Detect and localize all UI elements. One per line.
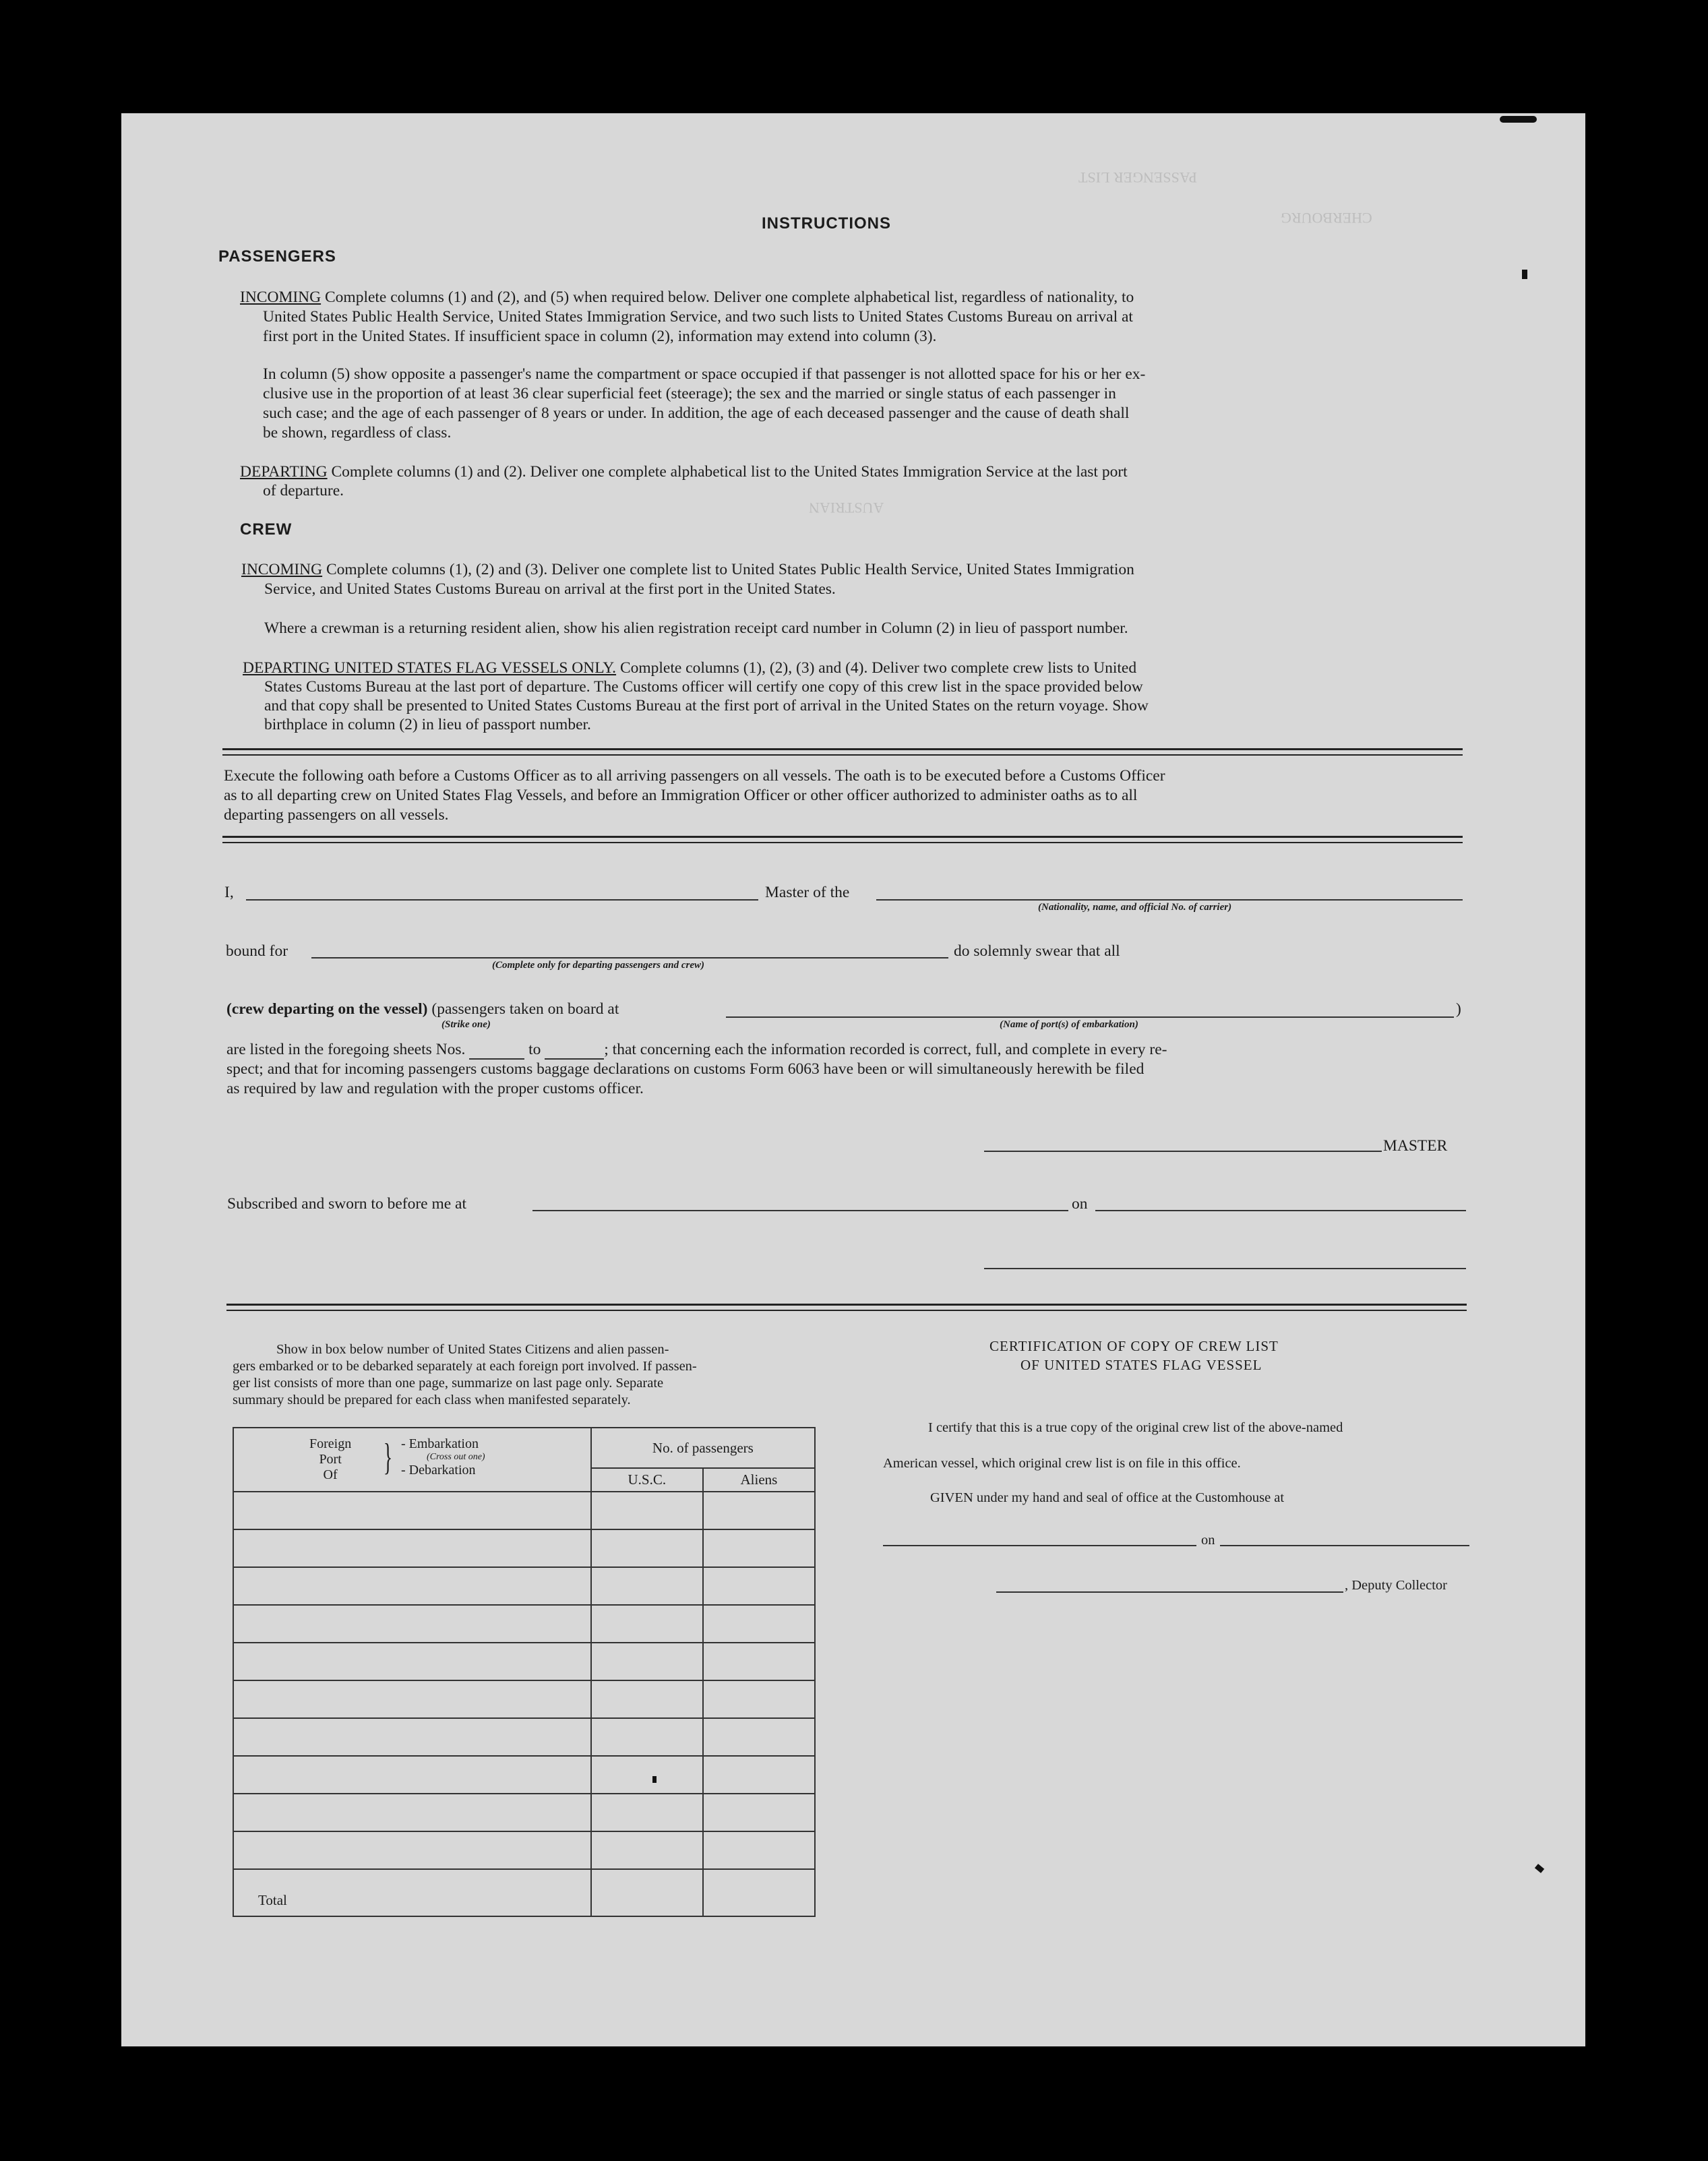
port-cell[interactable] <box>233 1680 591 1718</box>
passenger-summary-table <box>233 1427 816 1917</box>
listed-text-a: are listed in the foregoing sheets Nos. <box>226 1041 466 1058</box>
complete-only-note: (Complete only for departing passengers and crew) <box>492 960 704 971</box>
summary-line-4: summary should be prepared for each class when manifested separately. <box>233 1393 631 1407</box>
usc-cell[interactable] <box>591 1718 703 1756</box>
column5-line-3: such case; and the age of each passenger of 8 years or under. In addition, the age of each deceased passenger and the cause of death shall <box>263 404 1130 422</box>
aliens-cell[interactable] <box>703 1605 815 1643</box>
oath-intro-line-2: as to all departing crew on United States Flag Vessels, and before an Immigration Officer or other officer authorized to administer oaths as to all <box>224 787 1138 804</box>
aliens-header: Aliens <box>703 1468 815 1492</box>
crew-departing-option <box>226 1000 619 1019</box>
passengers-departing-label: DEPARTING <box>240 463 328 481</box>
summary-line-3: ger list consists of more than one page, summarize on last page only. Separate <box>233 1376 664 1391</box>
master-name-field[interactable] <box>246 899 758 901</box>
aliens-total-cell[interactable] <box>703 1869 815 1916</box>
aliens-cell[interactable] <box>703 1718 815 1756</box>
summary-line-2: gers embarked or to be debarked separately at each foreign port involved. If passen- <box>233 1359 697 1374</box>
oath-i-label: I, <box>224 884 234 901</box>
listed-line-1 <box>226 1040 1167 1060</box>
certification-date-field[interactable] <box>1220 1545 1469 1546</box>
departing-flag-text: Complete columns (1), (2), (3) and (4). Deliver two complete crew lists to United <box>619 659 1137 677</box>
crew-departing-text: (crew departing on the vessel) <box>226 1000 428 1018</box>
listed-line-3: as required by law and regulation with the proper customs officer. <box>226 1080 644 1097</box>
port-cell[interactable] <box>233 1605 591 1643</box>
foreign-port-header <box>233 1428 591 1492</box>
crew-departing-line-1 <box>243 659 1136 678</box>
column5-line-4: be shown, regardless of class. <box>263 424 452 442</box>
aliens-cell[interactable] <box>703 1756 815 1794</box>
usc-cell[interactable] <box>591 1529 703 1567</box>
passengers-incoming-line-1 <box>240 288 1134 307</box>
solemnly-swear-label: do solemnly swear that all <box>954 942 1120 960</box>
officer-signature-field[interactable] <box>984 1268 1466 1269</box>
brace-icon: } <box>383 1436 393 1478</box>
no-passengers-header: No. of passengers <box>591 1428 815 1468</box>
col-foreign: Foreign <box>309 1436 352 1451</box>
crew-incoming-label: INCOMING <box>241 561 323 578</box>
summary-line-1: Show in box below number of United States Citizens and alien passen- <box>276 1342 669 1357</box>
usc-cell[interactable] <box>591 1756 703 1794</box>
sworn-place-field[interactable] <box>532 1210 1068 1211</box>
usc-cell[interactable] <box>591 1831 703 1869</box>
sworn-date-field[interactable] <box>1095 1210 1466 1211</box>
master-label: MASTER <box>1383 1137 1448 1155</box>
passengers-taken-text: (passengers taken on board at <box>431 1000 619 1018</box>
listed-line-2: spect; and that for incoming passengers customs baggage declarations on customs Form 6063 have been or will simultaneously herewith be filed <box>226 1060 1145 1078</box>
close-paren: ) <box>1456 1000 1461 1018</box>
port-cell[interactable] <box>233 1794 591 1831</box>
aliens-cell[interactable] <box>703 1831 815 1869</box>
col-of: Of <box>323 1467 338 1482</box>
sheet-from-field[interactable] <box>469 1045 524 1060</box>
section-divider <box>226 1304 1467 1311</box>
certification-line-3: GIVEN under my hand and seal of office at the Customhouse at <box>930 1490 1285 1505</box>
bleed-through-text: AUSTRIAN <box>809 499 884 516</box>
aliens-cell[interactable] <box>703 1492 815 1529</box>
departing-flag-label: DEPARTING UNITED STATES FLAG VESSELS ONLY. <box>243 659 617 677</box>
usc-total-cell[interactable] <box>591 1869 703 1916</box>
sworn-on-label: on <box>1072 1195 1088 1213</box>
carrier-field[interactable] <box>876 899 1463 901</box>
port-cell[interactable] <box>233 1756 591 1794</box>
nationality-note: (Nationality, name, and official No. of carrier) <box>1038 902 1232 913</box>
certification-line-2: American vessel, which original crew list is on file in this office. <box>883 1456 1241 1471</box>
passengers-heading: PASSENGERS <box>218 247 336 266</box>
embarkation-option: - Embarkation <box>401 1436 479 1451</box>
aliens-cell[interactable] <box>703 1794 815 1831</box>
master-signature-field[interactable] <box>984 1151 1382 1152</box>
crew-departing-line-4: birthplace in column (2) in lieu of passport number. <box>264 716 591 733</box>
usc-header: U.S.C. <box>591 1468 703 1492</box>
aliens-cell[interactable] <box>703 1680 815 1718</box>
certification-title-1: CERTIFICATION OF COPY OF CREW LIST <box>989 1338 1279 1354</box>
port-cell[interactable] <box>233 1718 591 1756</box>
crew-departing-line-3: and that copy shall be presented to United States Customs Bureau at the first port of arrival in the United States on the return voyage. Show <box>264 697 1149 714</box>
embarkation-port-field[interactable] <box>726 1016 1454 1018</box>
passengers-incoming-line-2: United States Public Health Service, United States Immigration Service, and two such lists to United States Customs Bureau on arrival at <box>263 308 1133 326</box>
subscribed-label: Subscribed and sworn to before me at <box>227 1195 467 1213</box>
cross-out-note: (Cross out one) <box>427 1452 485 1462</box>
port-cell[interactable] <box>233 1643 591 1680</box>
deputy-collector-label: , Deputy Collector <box>1345 1578 1448 1593</box>
section-divider <box>222 748 1463 756</box>
usc-cell[interactable] <box>591 1605 703 1643</box>
usc-cell[interactable] <box>591 1492 703 1529</box>
section-divider <box>222 836 1463 843</box>
scan-mark <box>1522 270 1527 279</box>
scan-mark <box>652 1776 657 1783</box>
passengers-departing-line-1 <box>240 462 1128 482</box>
page-title: INSTRUCTIONS <box>762 214 891 233</box>
crew-incoming-line-1 <box>241 560 1134 580</box>
col-port: Port <box>319 1452 342 1467</box>
passengers-incoming-line-3: first port in the United States. If insufficient space in column (2), information may extend into column (3). <box>263 328 937 345</box>
crew-departing-line-2: States Customs Bureau at the last port of departure. The Customs officer will certify one copy of this crew list in the space provided below <box>264 678 1143 696</box>
passengers-incoming-text: Complete columns (1) and (2), and (5) when required below. Deliver one complete alphabetical list, regardless of nationality, to <box>324 288 1134 306</box>
certification-title-2: OF UNITED STATES FLAG VESSEL <box>1020 1357 1262 1373</box>
passengers-departing-line-2: of departure. <box>263 482 344 499</box>
port-cell[interactable] <box>233 1492 591 1529</box>
crew-heading: CREW <box>240 520 293 539</box>
usc-cell[interactable] <box>591 1794 703 1831</box>
aliens-cell[interactable] <box>703 1529 815 1567</box>
destination-field[interactable] <box>311 957 948 958</box>
sheet-to-field[interactable] <box>545 1045 604 1060</box>
port-note: (Name of port(s) of embarkation) <box>1000 1019 1138 1030</box>
aliens-cell[interactable] <box>703 1643 815 1680</box>
certification-line-1: I certify that this is a true copy of the original crew list of the above-named <box>928 1420 1343 1435</box>
listed-text-b: ; that concerning each the information recorded is correct, full, and complete in every re- <box>604 1041 1167 1058</box>
column5-line-2: clusive use in the proportion of at least 36 clear superficial feet (steerage); the sex and the married or single status of each passenger in <box>263 385 1116 402</box>
resident-alien-note: Where a crewman is a returning resident alien, show his alien registration receipt card number in Column (2) in lieu of passport number. <box>264 619 1128 637</box>
total-label: Total <box>233 1869 591 1916</box>
port-cell[interactable] <box>233 1831 591 1869</box>
strike-one-note: (Strike one) <box>441 1019 491 1030</box>
bound-for-label: bound for <box>226 942 288 960</box>
listed-to: to <box>528 1041 541 1058</box>
aliens-cell[interactable] <box>703 1567 815 1605</box>
usc-cell[interactable] <box>591 1643 703 1680</box>
crew-incoming-line-2: Service, and United States Customs Bureau on arrival at the first port in the United States. <box>264 580 836 598</box>
port-cell[interactable] <box>233 1529 591 1567</box>
certification-on-label: on <box>1201 1533 1215 1548</box>
master-of-the-label: Master of the <box>765 884 850 901</box>
customhouse-field[interactable] <box>883 1545 1196 1546</box>
column5-line-1: In column (5) show opposite a passenger's name the compartment or space occupied if that passenger is not allotted space for his or her ex- <box>263 365 1146 383</box>
oath-intro-line-1: Execute the following oath before a Customs Officer as to all arriving passengers on all vessels. The oath is to be executed before a Customs Officer <box>224 767 1165 785</box>
usc-cell[interactable] <box>591 1680 703 1718</box>
deputy-collector-signature-field[interactable] <box>996 1591 1343 1593</box>
bleed-through-text: CHERBOURG <box>1281 210 1372 226</box>
oath-intro-line-3: departing passengers on all vessels. <box>224 806 449 824</box>
passengers-departing-text: Complete columns (1) and (2). Deliver one complete alphabetical list to the United States Immigration Service at the last port <box>331 463 1128 481</box>
crew-incoming-text: Complete columns (1), (2) and (3). Deliver one complete list to United States Public Health Service, United States Immigration <box>326 561 1134 578</box>
usc-cell[interactable] <box>591 1567 703 1605</box>
debarkation-option: - Debarkation <box>401 1463 476 1478</box>
bleed-through-text: PASSENGER LIST <box>1078 169 1197 186</box>
scan-mark <box>1500 116 1537 123</box>
port-cell[interactable] <box>233 1567 591 1605</box>
passengers-incoming-label: INCOMING <box>240 288 322 306</box>
